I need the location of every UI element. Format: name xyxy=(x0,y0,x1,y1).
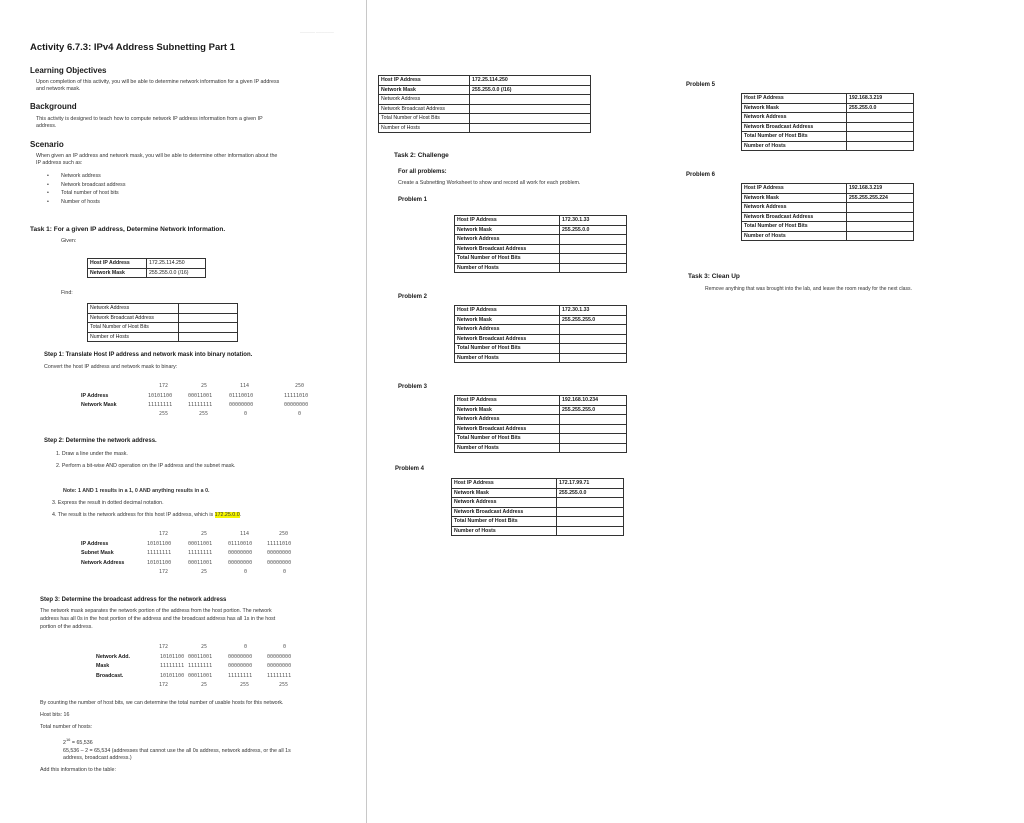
table-cell xyxy=(470,104,591,114)
table-cell: Network Address xyxy=(455,325,560,335)
binary-decimal: 250 xyxy=(295,383,305,389)
table-cell: Network Address xyxy=(452,498,557,508)
table-row xyxy=(455,306,627,316)
table-row xyxy=(379,123,591,133)
find-table xyxy=(87,303,238,342)
table-cell xyxy=(560,325,627,335)
scenario-text-1: When given an IP address and network mask, you will be able to determine other information about the xyxy=(36,153,278,159)
table-cell xyxy=(847,113,914,123)
table-cell: Total Number of Host Bits xyxy=(452,517,557,527)
for-all-problems: For all problems: xyxy=(398,169,447,175)
table-row xyxy=(88,304,238,314)
table-cell xyxy=(179,304,238,314)
binary-decimal: 172 xyxy=(159,531,169,537)
problem-3-title: Problem 3 xyxy=(398,384,428,390)
usable-text-1: 65,536 – 2 = 65,534 (addresses that cannot use the all 0s address, network address, or the all 1s xyxy=(63,748,291,754)
table-row xyxy=(455,216,627,226)
list-item: • Total number of host bits xyxy=(61,189,125,198)
table-cell: Network Address xyxy=(742,203,847,213)
problem-4-title: Problem 4 xyxy=(395,466,425,472)
problem-1-table xyxy=(454,215,627,273)
background-text-2: address. xyxy=(36,123,57,129)
table-cell: 172.17.99.71 xyxy=(557,479,624,489)
power-base: 2 xyxy=(63,739,66,746)
table-cell xyxy=(557,498,624,508)
table-cell: Total Number of Host Bits xyxy=(455,434,560,444)
binary-decimal: 25 xyxy=(201,569,208,575)
binary-octet: 00011001 xyxy=(188,560,213,566)
table-row xyxy=(88,332,238,342)
binary-octet: 00000000 xyxy=(228,550,253,556)
table-cell: 255.255.0.0 xyxy=(560,225,627,235)
binary-octet: 11111111 xyxy=(147,550,172,556)
binary-row-label: IP Address xyxy=(81,541,109,547)
scenario-heading: Scenario xyxy=(30,140,64,149)
task3-heading: Task 3: Clean Up xyxy=(688,273,740,280)
table-row xyxy=(455,235,627,245)
table-row xyxy=(379,104,591,114)
table-row xyxy=(452,517,624,527)
table-cell: 255.255.0.0 (/16) xyxy=(147,268,206,278)
table-cell: Number of Hosts xyxy=(742,141,847,151)
learning-text-2: and network mask. xyxy=(36,86,81,92)
binary-octet: 00000000 xyxy=(228,560,253,566)
table-cell xyxy=(560,353,627,363)
binary-octet: 10101100 xyxy=(148,393,173,399)
table-cell: Number of Hosts xyxy=(455,263,560,273)
table-row xyxy=(452,488,624,498)
binary-octet: 00000000 xyxy=(267,663,292,669)
binary-row-label: Network Mask xyxy=(81,402,117,408)
binary-row-label: Network Add. xyxy=(96,654,130,660)
binary-octet: 11111111 xyxy=(228,673,253,679)
binary-row-label: Mask xyxy=(96,663,110,669)
table-row xyxy=(742,212,914,222)
table-row xyxy=(88,313,238,323)
table-cell xyxy=(847,132,914,142)
binary-row-label: Subnet Mask xyxy=(81,550,114,556)
binary-decimal: 0 xyxy=(244,411,248,417)
table-cell: Network Mask xyxy=(742,193,847,203)
table-row xyxy=(742,203,914,213)
table-row xyxy=(455,434,627,444)
table-row xyxy=(452,498,624,508)
table-cell: 172.25.114.250 xyxy=(470,76,591,86)
list-item: • Number of hosts xyxy=(61,198,125,207)
binary-decimal: 255 xyxy=(199,411,209,417)
table-cell: Number of Hosts xyxy=(742,231,847,241)
binary-row-label: Broadcast. xyxy=(96,673,124,679)
list-item: • Network broadcast address xyxy=(61,181,125,190)
table-cell xyxy=(560,424,627,434)
power-exponent: 16 xyxy=(65,737,71,742)
table-cell: Network Address xyxy=(88,304,179,314)
table-cell: Network Broadcast Address xyxy=(88,313,179,323)
table-cell xyxy=(847,122,914,132)
table-row xyxy=(379,76,591,86)
binary-octet: 00011001 xyxy=(188,654,213,660)
table-cell xyxy=(179,323,238,333)
table-cell: 255.255.0.0 (/16) xyxy=(470,85,591,95)
table-row xyxy=(742,141,914,151)
table-row xyxy=(742,103,914,113)
table-cell: Network Mask xyxy=(452,488,557,498)
summary-table xyxy=(378,75,591,133)
scenario-text-2: IP address such as: xyxy=(36,160,83,166)
step1-text: Convert the host IP address and network mask to binary: xyxy=(44,364,178,370)
binary-octet: 00000000 xyxy=(267,654,292,660)
table-cell: 255.255.0.0 xyxy=(847,103,914,113)
table-cell: Host IP Address xyxy=(742,184,847,194)
table-cell: Host IP Address xyxy=(455,216,560,226)
given-table xyxy=(87,258,206,278)
table-cell: 192.168.3.219 xyxy=(847,94,914,104)
table-cell: Total Number of Host Bits xyxy=(455,254,560,264)
table-cell xyxy=(470,114,591,124)
table-row xyxy=(88,268,206,278)
table-row xyxy=(742,222,914,232)
table-row xyxy=(455,415,627,425)
step3-text-3: portion of the address. xyxy=(40,624,93,630)
table-row xyxy=(452,526,624,536)
table-cell: Network Address xyxy=(379,95,470,105)
binary-octet: 11111111 xyxy=(267,673,292,679)
binary-decimal: 0 xyxy=(244,644,248,650)
table-row xyxy=(742,184,914,194)
network-address-highlight: 172.25.0.0 xyxy=(214,512,240,518)
table-cell: Network Broadcast Address xyxy=(742,212,847,222)
table-row xyxy=(742,113,914,123)
problem-5-table xyxy=(741,93,914,151)
table-cell: Network Mask xyxy=(455,315,560,325)
table-row xyxy=(742,94,914,104)
table-cell xyxy=(847,231,914,241)
task2-instruction: Create a Subnetting Worksheet to show and record all work for each problem. xyxy=(398,180,581,186)
table-row xyxy=(88,259,206,269)
table-row xyxy=(455,424,627,434)
step2-item-3: 3. Express the result in dotted decimal notation. xyxy=(52,500,164,506)
table-cell: Host IP Address xyxy=(742,94,847,104)
table-cell: Host IP Address xyxy=(379,76,470,86)
binary-octet: 10101100 xyxy=(160,654,185,660)
binary-octet: 10101100 xyxy=(147,541,172,547)
binary-octet: 00000000 xyxy=(229,402,254,408)
binary-decimal: 0 xyxy=(283,569,287,575)
table-cell: 192.168.10.234 xyxy=(560,396,627,406)
table-row xyxy=(742,231,914,241)
problem-6-title: Problem 6 xyxy=(686,172,716,178)
binary-decimal: 255 xyxy=(240,682,250,688)
problem-4-table xyxy=(451,478,624,536)
table-row xyxy=(455,334,627,344)
step1-heading: Step 1: Translate Host IP address and network mask into binary notation. xyxy=(44,352,253,358)
binary-octet: 00000000 xyxy=(284,402,309,408)
step3-heading: Step 3: Determine the broadcast address for the network address xyxy=(40,597,227,603)
binary-octet: 00011001 xyxy=(188,393,213,399)
binary-decimal: 172 xyxy=(159,383,169,389)
table-cell: Network Mask xyxy=(742,103,847,113)
binary-octet: 01110010 xyxy=(229,393,254,399)
table-row xyxy=(742,122,914,132)
table-cell: Total Number of Host Bits xyxy=(455,344,560,354)
table-cell: Number of Hosts xyxy=(88,332,179,342)
table-cell: Network Mask xyxy=(379,85,470,95)
table-cell xyxy=(470,123,591,133)
table-cell xyxy=(179,313,238,323)
table-cell xyxy=(560,263,627,273)
problem-5-title: Problem 5 xyxy=(686,82,716,88)
table-cell xyxy=(847,203,914,213)
step2-note: Note: 1 AND 1 results in a 1, 0 AND anything results in a 0. xyxy=(63,488,210,494)
table-row xyxy=(455,443,627,453)
step2-item-4-text: 4. The result is the network address for this host IP address, which is xyxy=(52,512,215,518)
binary-octet: 10101100 xyxy=(160,673,185,679)
problem-2-title: Problem 2 xyxy=(398,294,428,300)
binary-octet: 10101100 xyxy=(147,560,172,566)
binary-decimal: 25 xyxy=(201,383,208,389)
table-cell: Network Mask xyxy=(88,268,147,278)
table-cell: Network Address xyxy=(742,113,847,123)
binary-octet: 11111010 xyxy=(284,393,309,399)
count-text: By counting the number of host bits, we can determine the total number of usable hosts for this network. xyxy=(40,700,284,706)
binary-decimal: 172 xyxy=(159,569,169,575)
table-row xyxy=(379,114,591,124)
binary-decimal: 255 xyxy=(159,411,169,417)
scenario-list xyxy=(61,172,125,206)
table-cell: Network Address xyxy=(455,235,560,245)
step2-item-4 xyxy=(52,510,241,520)
table-cell: Number of Hosts xyxy=(452,526,557,536)
binary-octet: 00011001 xyxy=(188,541,213,547)
step2-item-1: 1. Draw a line under the mask. xyxy=(56,451,128,457)
total-hosts-label: Total number of hosts: xyxy=(40,724,93,730)
table-cell xyxy=(560,443,627,453)
table-row xyxy=(452,507,624,517)
table-cell: Host IP Address xyxy=(88,259,147,269)
binary-decimal: 114 xyxy=(240,531,250,537)
table-row xyxy=(455,254,627,264)
table-cell: Total Number of Host Bits xyxy=(742,222,847,232)
table-cell: 172.30.1.33 xyxy=(560,216,627,226)
binary-octet: 00000000 xyxy=(267,550,292,556)
table-cell xyxy=(847,222,914,232)
step3-text-2: address has all 0s in the host portion of the address and the broadcast address has all 1s in the host xyxy=(40,616,276,622)
table-cell: Number of Hosts xyxy=(455,443,560,453)
given-label: Given: xyxy=(61,238,77,244)
step3-text-1: The network mask separates the network portion of the address from the host portion. The network xyxy=(40,608,272,614)
binary-octet: 11111111 xyxy=(188,550,213,556)
table-row xyxy=(455,244,627,254)
table-cell: Host IP Address xyxy=(452,479,557,489)
table-row xyxy=(455,344,627,354)
binary-octet: 00011001 xyxy=(188,673,213,679)
table-cell: Network Broadcast Address xyxy=(452,507,557,517)
table-cell xyxy=(557,526,624,536)
background-heading: Background xyxy=(30,102,77,111)
binary-octet: 00000000 xyxy=(228,654,253,660)
table-cell: Network Broadcast Address xyxy=(455,334,560,344)
table-cell: Network Broadcast Address xyxy=(379,104,470,114)
problem-2-table xyxy=(454,305,627,363)
page-divider xyxy=(366,0,367,823)
binary-decimal: 0 xyxy=(298,411,302,417)
binary-octet: 11111111 xyxy=(148,402,173,408)
find-label: Find: xyxy=(61,290,73,296)
binary-octet: 11111010 xyxy=(267,541,292,547)
binary-octet: 00000000 xyxy=(228,663,253,669)
faint-header: ————— —————— xyxy=(300,30,334,34)
binary-decimal: 114 xyxy=(240,383,250,389)
table-cell xyxy=(470,95,591,105)
table-cell xyxy=(560,244,627,254)
table-row xyxy=(455,405,627,415)
step2-heading: Step 2: Determine the network address. xyxy=(44,438,157,444)
table-row xyxy=(455,263,627,273)
table-cell: Network Mask xyxy=(455,405,560,415)
table-cell xyxy=(560,344,627,354)
table-cell: Network Broadcast Address xyxy=(455,424,560,434)
table-row xyxy=(455,325,627,335)
table-row xyxy=(379,85,591,95)
table-cell: Network Broadcast Address xyxy=(455,244,560,254)
table-cell xyxy=(560,334,627,344)
table-row xyxy=(379,95,591,105)
table-row xyxy=(455,396,627,406)
table-cell: Total Number of Host Bits xyxy=(742,132,847,142)
problem-6-table xyxy=(741,183,914,241)
table-cell xyxy=(557,517,624,527)
binary-row-label: IP Address xyxy=(81,393,109,399)
step2-item-4-end: . xyxy=(239,512,242,518)
task3-text: Remove anything that was brought into the lab, and leave the room ready for the next class. xyxy=(705,286,912,292)
step2-item-2: 2. Perform a bit-wise AND operation on the IP address and the subnet mask. xyxy=(56,463,236,469)
table-row xyxy=(455,353,627,363)
list-item: • Network address xyxy=(61,172,125,181)
binary-decimal: 0 xyxy=(244,569,248,575)
table-row xyxy=(742,193,914,203)
table-cell xyxy=(560,434,627,444)
binary-decimal: 25 xyxy=(201,644,208,650)
table-cell: Network Address xyxy=(455,415,560,425)
binary-decimal: 172 xyxy=(159,682,169,688)
table-cell: 172.30.1.33 xyxy=(560,306,627,316)
background-text-1: This activity is designed to teach how to compute network IP address information from a given IP xyxy=(36,116,263,122)
table-cell: 255.255.255.224 xyxy=(847,193,914,203)
binary-octet: 00000000 xyxy=(267,560,292,566)
binary-decimal: 25 xyxy=(201,682,208,688)
table-cell xyxy=(847,141,914,151)
task1-heading: Task 1: For a given IP address, Determine Network Information. xyxy=(30,226,226,233)
table-cell: Number of Hosts xyxy=(455,353,560,363)
table-cell: 255.255.255.0 xyxy=(560,315,627,325)
table-cell: Host IP Address xyxy=(455,306,560,316)
usable-text-2: address, broadcast address.) xyxy=(63,755,132,761)
binary-decimal: 255 xyxy=(279,682,289,688)
table-cell: 192.168.3.219 xyxy=(847,184,914,194)
power-formula xyxy=(63,736,93,747)
host-bits: Host bits: 16 xyxy=(40,712,70,718)
problem-1-title: Problem 1 xyxy=(398,197,428,203)
binary-decimal: 25 xyxy=(201,531,208,537)
table-cell: 255.255.0.0 xyxy=(557,488,624,498)
table-cell xyxy=(560,415,627,425)
table-cell: Total Number of Host Bits xyxy=(379,114,470,124)
learning-text-1: Upon completion of this activity, you will be able to determine network information for a given IP address xyxy=(36,79,280,85)
learning-heading: Learning Objectives xyxy=(30,66,107,75)
binary-octet: 11111111 xyxy=(188,402,213,408)
task2-heading: Task 2: Challenge xyxy=(394,152,449,159)
table-cell xyxy=(557,507,624,517)
table-cell: Number of Hosts xyxy=(379,123,470,133)
binary-decimal: 172 xyxy=(159,644,169,650)
binary-octet: 01110010 xyxy=(228,541,253,547)
table-cell: Host IP Address xyxy=(455,396,560,406)
binary-decimal: 0 xyxy=(283,644,287,650)
table-row xyxy=(455,315,627,325)
table-cell: 172.25.114.250 xyxy=(147,259,206,269)
problem-3-table xyxy=(454,395,627,453)
table-cell: 255.255.255.0 xyxy=(560,405,627,415)
page-title: Activity 6.7.3: IPv4 Address Subnetting Part 1 xyxy=(30,42,236,53)
add-info-text: Add this information to the table: xyxy=(40,767,116,773)
table-cell xyxy=(847,212,914,222)
table-row xyxy=(455,225,627,235)
table-cell xyxy=(560,254,627,264)
binary-octet: 11111111 xyxy=(188,663,213,669)
table-row xyxy=(742,132,914,142)
binary-decimal: 250 xyxy=(279,531,289,537)
table-cell: Network Mask xyxy=(455,225,560,235)
table-row xyxy=(88,323,238,333)
binary-octet: 11111111 xyxy=(160,663,185,669)
table-cell xyxy=(560,235,627,245)
binary-row-label: Network Address xyxy=(81,560,125,566)
table-cell: Total Number of Host Bits xyxy=(88,323,179,333)
table-cell xyxy=(179,332,238,342)
table-cell: Network Broadcast Address xyxy=(742,122,847,132)
table-row xyxy=(452,479,624,489)
power-result: = 65,536 xyxy=(70,739,93,746)
